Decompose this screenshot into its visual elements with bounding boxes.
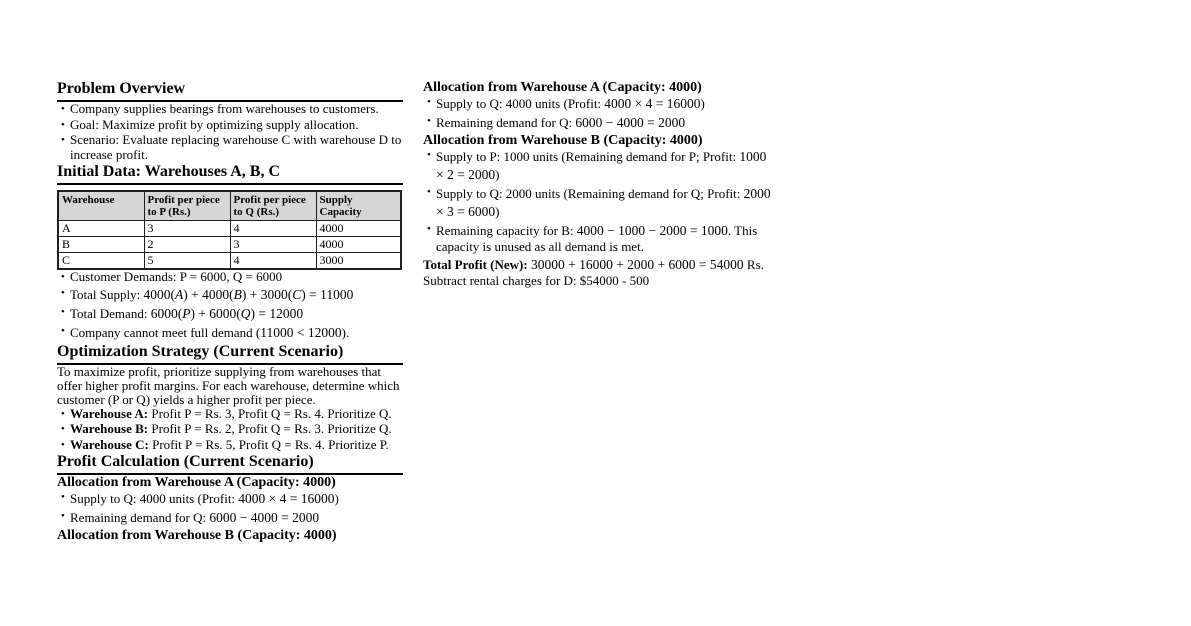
list-item [70,270,403,285]
text-run: Profit P = Rs. 3, Profit Q = Rs. 4. Prioritize Q. [148,405,392,421]
rental-subtract-note: Subtract rental charges for D: $54000 - 500 [423,272,650,288]
bullet-list [57,490,403,527]
alloc-warehouse-a-section [423,80,777,132]
math-run: ) + 3000( [241,286,293,302]
bullet-list [57,407,403,453]
problem-overview-section [57,80,403,162]
math-run: 4000( [143,286,175,302]
text-run: Scenario: Evaluate replacing warehouse C with warehouse D to increase profit. [70,132,402,162]
text-run: ) [495,167,500,182]
math-run: 1000 × 2 = 2000 [436,149,767,182]
list-item [436,95,777,113]
warehouse-table [57,190,402,270]
math-run: 6000 − 4000 = 2000 [575,115,686,130]
table-cell: 3000 [316,253,401,270]
math-run: Q [240,305,251,321]
math-run: ) = 11000 [301,286,354,302]
initial-data-section [57,163,403,342]
list-item [70,102,403,117]
list-item [70,324,403,342]
table-cell: 4 [230,253,316,270]
text-run: ) [334,491,339,506]
text-run: Total Profit (New): [423,256,531,272]
text-run: Company cannot meet full demand ( [70,324,261,340]
strategy-intro-paragraph: To maximize profit, prioritize supplying from warehouses that offer higher profit margins. For each warehouse, determine which customer (P or Q) yields a higher profit per piece. [57,363,400,407]
text-run: Supply to Q: 4000 units (Profit: [70,491,239,506]
table-header-cell: Profit per piece to Q (Rs.) [230,191,316,221]
math-run: 11000 < 12000 [260,324,342,340]
text-run: Remaining demand for Q: [70,510,210,525]
text-run: Supply to P: 1000 units (Remaining demand for P; Profit: [436,149,740,164]
text-run: Customer Demands: P = 6000, Q = 6000 [70,269,283,284]
list-item [70,490,403,508]
bullet-list [57,102,403,162]
table-row [58,221,401,237]
text-run: ). [341,324,350,340]
math-run: P [182,305,191,321]
list-item [70,286,403,304]
table-cell: C [58,253,144,270]
math-run: A [174,286,184,302]
alloc-warehouse-b-section [423,133,777,255]
text-run: Remaining capacity for B: [436,223,577,238]
table-header-row [58,191,401,221]
text-run: Rs. [743,256,764,272]
table-header-cell: Supply Capacity [316,191,401,221]
section-heading: Problem Overview [57,80,403,102]
subsection-heading: Allocation from Warehouse A (Capacity: 4000) [57,475,336,490]
text-run: Profit P = Rs. 5, Profit Q = Rs. 4. Prioritize P. [148,436,389,452]
list-item [70,407,403,422]
table-cell: 3 [144,221,230,237]
table-row [58,237,401,253]
list-item [436,185,777,221]
profit-calc-section [57,453,403,543]
math-run: 30000 + 16000 + 2000 + 6000 = 54000 [530,256,744,272]
text-run: Profit P = Rs. 2, Profit Q = Rs. 3. Prioritize Q. [148,421,392,436]
list-item [436,222,777,255]
subsection-heading: Allocation from Warehouse A (Capacity: 4000) [423,80,702,95]
left-column [57,80,403,543]
text-run: Supply to Q: 4000 units (Profit: [436,96,605,111]
right-column [423,80,777,288]
math-run: 6000 − 4000 = 2000 [209,510,320,525]
bullet-list [423,148,777,255]
text-run: Warehouse C: [70,436,149,452]
section-heading: Initial Data: Warehouses A, B, C [57,163,403,185]
math-run: B [233,286,242,302]
table-cell: 2 [144,237,230,253]
table-cell: B [58,237,144,253]
list-item [70,118,403,133]
total-profit-line [423,256,777,274]
table-header-cell: Profit per piece to P (Rs.) [144,191,230,221]
table-cell: 5 [144,253,230,270]
table-cell: 4000 [316,237,401,253]
math-run: 2000 × 3 = 6000 [436,186,771,219]
text-run: Remaining demand for Q: [436,115,576,130]
bullet-list [57,270,403,342]
list-item [436,114,777,132]
text-run: Goal: Maximize profit by optimizing supply allocation. [70,116,359,132]
table-cell: 4 [230,221,316,237]
list-item [70,133,403,162]
text-run: Total Demand: [70,305,151,321]
optimization-section [57,343,403,453]
math-run: ) = 12000 [250,305,304,321]
table-header-cell: Warehouse [58,191,144,221]
bullet-list [423,95,777,132]
text-run: Supply to Q: 2000 units (Remaining demand for Q; Profit: [436,186,744,201]
math-run: 4000 × 4 = 16000 [238,491,335,506]
text-run: Warehouse B: [70,421,149,436]
text-run: ) [700,96,705,111]
list-item [436,148,777,184]
list-item [70,422,403,437]
math-run: ) + 4000( [183,286,234,302]
list-item [70,305,403,323]
subsection-heading: Allocation from Warehouse B (Capacity: 4000) [423,133,703,148]
text-run: ) [495,204,500,219]
math-run: C [292,286,302,302]
text-run: . This capacity is unused as all demand is met. [436,223,758,254]
math-run: 6000( [150,305,183,321]
table-cell: 4000 [316,221,401,237]
text-run: Warehouse A: [70,405,149,421]
table-cell: 3 [230,237,316,253]
text-run: Total Supply: [70,286,144,302]
list-item [70,438,403,453]
math-run: 4000 × 4 = 16000 [604,96,701,111]
math-run: 4000 − 1000 − 2000 = 1000 [576,223,728,238]
list-item [70,509,403,527]
math-run: ) + 6000( [190,305,241,321]
section-heading: Optimization Strategy (Current Scenario) [57,343,403,365]
text-run: Company supplies bearings from warehouses to customers. [70,101,379,116]
subsection-heading: Allocation from Warehouse B (Capacity: 4000) [57,528,337,543]
section-heading: Profit Calculation (Current Scenario) [57,453,403,475]
table-row [58,253,401,270]
table-cell: A [58,221,144,237]
